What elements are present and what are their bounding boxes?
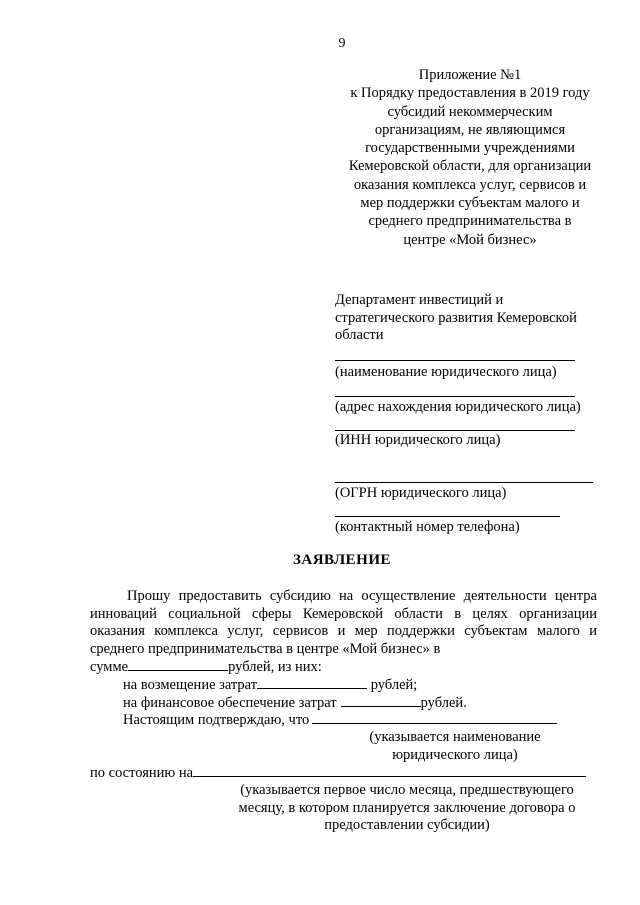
sum-prefix: сумме: [90, 659, 129, 675]
appendix-line: оказания комплекса услуг, сервисов и: [353, 176, 587, 193]
confirm-note: [335, 729, 575, 764]
appendix-line: Кемеровской области, для организации: [348, 158, 592, 175]
as-of-note-line: (указывается первое число месяца, предшествующего: [240, 782, 574, 798]
request-text: Прошу предоставить субсидию на осуществление деятельности центра инноваций социальной сферы Кемеровской области в целях организации оказания комплекса услуг, сервисов и мер поддержки субъектам малого и среднего предпринимательства в центре «Мой бизнес» в: [90, 588, 597, 657]
phone-fill-line[interactable]: [335, 516, 560, 517]
sum-suffix: рублей, из них:: [228, 659, 322, 675]
department-line: стратегического развития Кемеровской: [335, 309, 577, 326]
appendix-line: мер поддержки субъектам малого и: [360, 195, 580, 212]
as-of-blank[interactable]: [193, 764, 586, 777]
document-title: ЗАЯВЛЕНИЕ: [292, 552, 392, 568]
name-fill-line[interactable]: [335, 360, 575, 361]
recipient-department: [335, 292, 610, 345]
reimbursement-suffix: рублей;: [370, 677, 418, 693]
appendix-line: Приложение №1: [418, 67, 522, 83]
ogrn-fill-line[interactable]: [335, 482, 593, 483]
financing-suffix: рублей.: [420, 695, 467, 711]
sum-row: [90, 658, 322, 677]
request-paragraph: [90, 588, 597, 658]
reimbursement-blank[interactable]: [257, 676, 367, 689]
as-of-note-line: месяцу, в котором планируется заключение договора о: [238, 799, 576, 816]
financing-blank[interactable]: [341, 694, 421, 707]
inn-fill-line[interactable]: [335, 430, 575, 431]
appendix-line: среднего предпринимательства в: [368, 213, 572, 230]
confirm-note-line: (указывается наименование: [369, 729, 541, 745]
reimbursement-label: на возмещение затрат: [123, 677, 258, 693]
as-of-note: [216, 782, 598, 835]
confirm-note-line: юридического лица): [392, 746, 518, 763]
confirm-blank[interactable]: [312, 711, 557, 724]
appendix-header: [330, 66, 610, 249]
department-line: области: [335, 327, 384, 343]
financing-row: [123, 694, 467, 713]
sum-blank[interactable]: [128, 658, 228, 671]
confirm-row: [123, 711, 557, 730]
financing-label: на финансовое обеспечение затрат: [123, 695, 337, 711]
appendix-line: центре «Мой бизнес»: [403, 231, 537, 248]
reimbursement-row: [123, 676, 417, 695]
as-of-label: по состоянию на: [90, 765, 194, 781]
address-fill-line[interactable]: [335, 396, 575, 397]
department-line: Департамент инвестиций и: [335, 292, 504, 308]
appendix-line: государственными учреждениями: [365, 140, 575, 157]
confirm-label: Настоящим подтверждаю, что: [123, 712, 310, 728]
as-of-row: [90, 764, 586, 783]
ogrn-caption: (ОГРН юридического лица): [335, 485, 507, 501]
address-caption: (адрес нахождения юридического лица): [335, 399, 581, 415]
as-of-note-line: предоставлении субсидии): [324, 817, 490, 833]
appendix-line: субсидий некоммерческим: [387, 103, 553, 120]
name-caption: (наименование юридического лица): [335, 364, 557, 380]
inn-caption: (ИНН юридического лица): [335, 432, 501, 448]
appendix-line: к Порядку предоставления в 2019 году: [350, 85, 590, 102]
appendix-line: организациям, не являющимся: [374, 121, 566, 138]
page-number: 9: [338, 36, 346, 51]
phone-caption: (контактный номер телефона): [335, 519, 520, 535]
